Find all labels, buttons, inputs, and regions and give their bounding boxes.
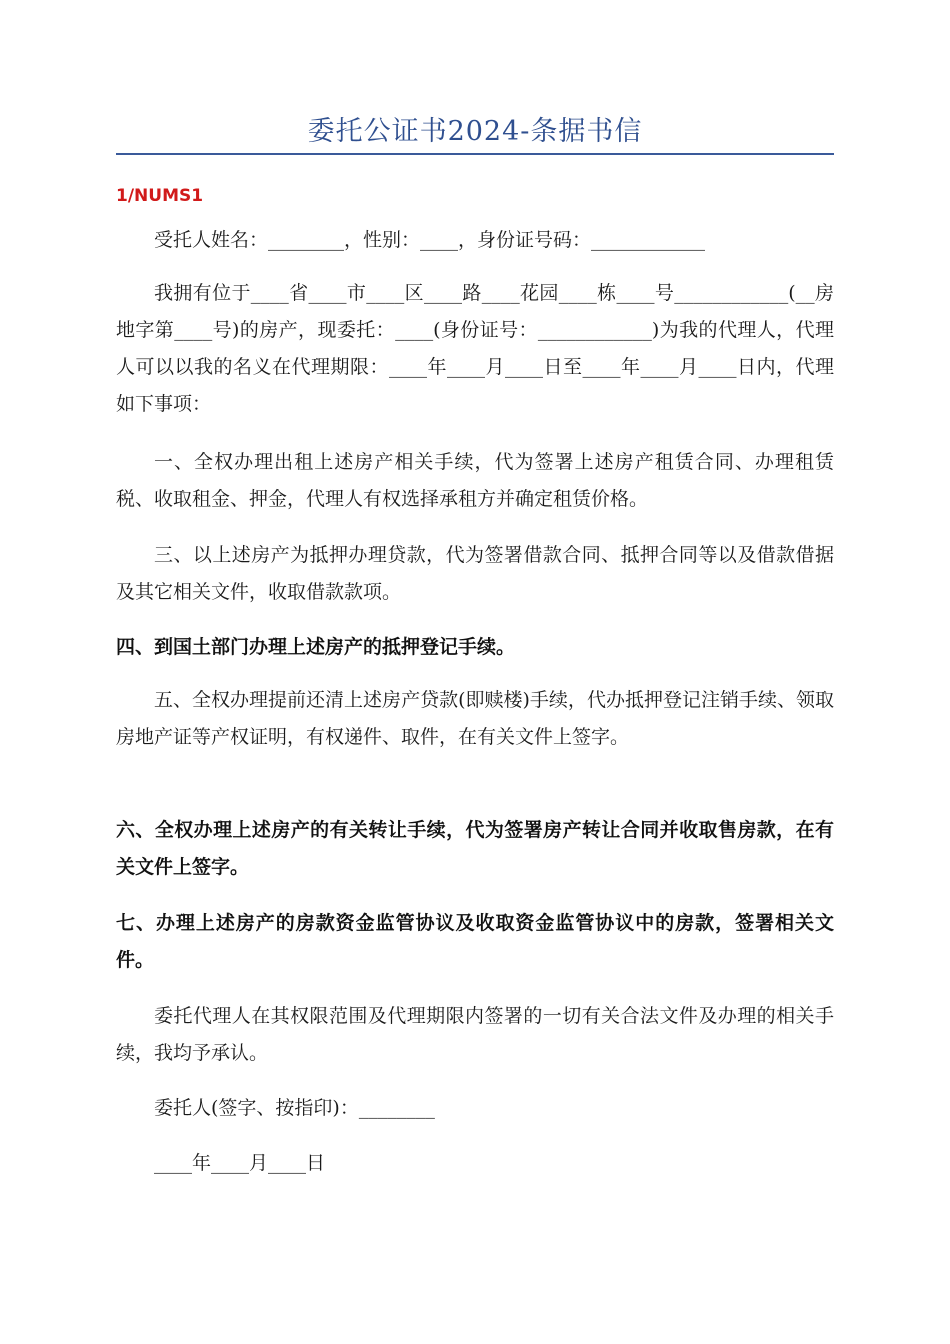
paragraph-item-four: 四、到国土部门办理上述房产的抵押登记手续。 <box>116 636 516 658</box>
page-number: 1/NUMS1 <box>116 186 204 206</box>
paragraph-date-line: ____年____月____日 <box>154 1152 326 1174</box>
paragraph-trustee-info: 受托人姓名：________，性别：____，身份证号码：____________ <box>154 229 706 251</box>
paragraph-property-location: 我拥有位于____省____市____区____路____花园____栋____号____________(__房地字第____号)的房产，现委托：____(身份证号：____________)为我的代理人，代理人可以以我的名义在代理期限：____年____月____日至____年____月____日内，代理如下事项： <box>116 282 834 415</box>
paragraph-item-one: 一、全权办理出租上述房产相关手续，代为签署上述房产租赁合同、办理租赁税、收取租金、押金，代理人有权选择承租方并确定租赁价格。 <box>116 451 834 510</box>
paragraph-item-three: 三、以上述房产为抵押办理贷款，代为签署借款合同、抵押合同等以及借款借据及其它相关文件，收取借款款项。 <box>116 544 834 603</box>
paragraph-acknowledgement: 委托代理人在其权限范围及代理期限内签署的一切有关合法文件及办理的相关手续，我均予承认。 <box>116 1005 834 1064</box>
paragraph-item-seven: 七、办理上述房产的房款资金监管协议及收取资金监管协议中的房款，签署相关文件。 <box>116 912 834 971</box>
paragraph-item-six: 六、全权办理上述房产的有关转让手续，代为签署房产转让合同并收取售房款，在有关文件上签字。 <box>116 819 834 878</box>
paragraph-signature-line: 委托人(签字、按指印)：________ <box>154 1097 435 1119</box>
title-divider <box>116 153 834 155</box>
paragraph-item-five: 五、全权办理提前还清上述房产贷款(即赎楼)手续，代办抵押登记注销手续、领取房地产证等产权证明，有权递件、取件，在有关文件上签字。 <box>116 689 834 748</box>
document-title: 委托公证书2024-条据书信 <box>307 116 643 147</box>
